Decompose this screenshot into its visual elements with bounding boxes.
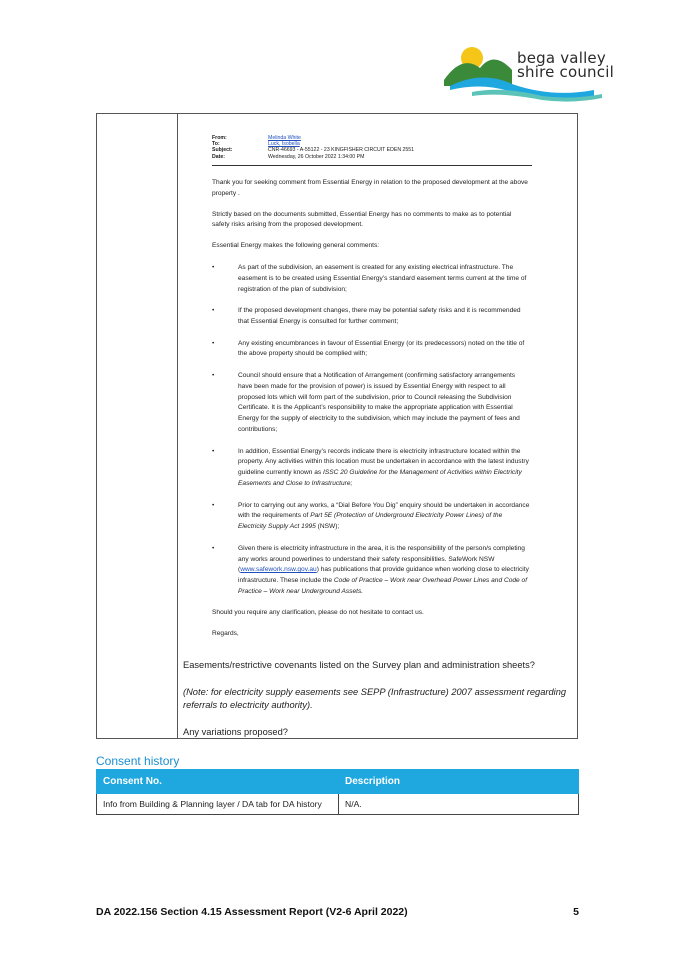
letter-body [212, 178, 530, 650]
to-value[interactable]: Luck, Isobella [268, 141, 300, 148]
subject-value: CNR-46693 - A-55122 - 23 KINGFISHER CIRCUIT EDEN 2551 [268, 147, 415, 154]
logo-text [517, 51, 614, 79]
easements-question: Easements/restrictive covenants listed on the Survey plan and administration sheets? [183, 660, 535, 670]
page-number: 5 [573, 906, 579, 918]
logo-line-1: bega valley [517, 49, 606, 67]
letter-paragraph: Thank you for seeking comment from Essential Energy in relation to the proposed development at the above property . [212, 179, 528, 197]
letter-paragraph: Essential Energy makes the following general comments: [212, 242, 380, 250]
to-label: To: [212, 141, 220, 148]
list-item: • Given there is electricity infrastructure in the area, it is the responsibility of the person/s completing any works around powerlines to understand their safety responsibilities. SafeWork NSW (www.safework.nsw.gov.au) has publications that provide guidance when working close to electricity infrastructure. These include the Code of Practice – Work near Overhead Power Lines and Code of Practice – Work near Underground Assets. [212, 544, 529, 595]
logo-line-2: shire council [517, 63, 614, 81]
list-item: • Prior to carrying out any works, a “Dial Before You Dig” enquiry should be undertaken in accordance with the requirements of Part 5E (Protection of Underground Electricity Power Lines) of the Electricity Supply Act 1995 (NSW); [212, 501, 530, 531]
safework-link[interactable]: www.safework.nsw.gov.au [240, 566, 317, 574]
table-cell: Info from Building & Planning layer / DA tab for DA history [97, 794, 339, 815]
list-item: • As part of the subdivision, an easement is created for any existing electrical infrastructure. The easement is to be created using Essential Energy’s standard easement terms current at the time of registration of the plan of subdivision; [212, 263, 527, 293]
date-value: Wednesday, 26 October 2022 1:34:00 PM [268, 153, 365, 160]
page-footer [96, 906, 579, 918]
email-header-rule [212, 165, 532, 166]
list-item: • Any existing encumbrances in favour of Essential Energy (or its predecessors) noted on the title of the above property should be complied with; [212, 339, 525, 358]
list-item: • In addition, Essential Energy’s records indicate there is electricity infrastructure located within the property. Any activities within this location must be undertaken in accordance with the latest industry guideline currently known as ISSC 20 Guideline for the Management of Activities within Electricity Easements and Close to Infrastructure; [212, 447, 529, 487]
subject-label: Subject: [212, 147, 233, 154]
easements-note: (Note: for electricity supply easements see SEPP (Infrastructure) 2007 assessment regarding referrals to electricity authority). [183, 687, 567, 710]
consent-history-table [96, 769, 579, 815]
email-header [212, 135, 542, 166]
letter-signoff: Regards, [212, 630, 239, 638]
footer-title: DA 2022.156 Section 4.15 Assessment Report (V2-6 April 2022) [96, 906, 408, 918]
date-label: Date: [212, 153, 225, 160]
from-label: From: [212, 135, 227, 141]
variations-question: Any variations proposed? [183, 727, 288, 737]
column-header-description: Description [339, 770, 579, 794]
frame-divider [177, 114, 178, 738]
list-item: • If the proposed development changes, there may be potential safety risks and it is recommended that Essential Energy is consulted for further comment; [212, 307, 521, 325]
from-value[interactable]: Melinda White [268, 135, 301, 141]
letter-paragraph: Strictly based on the documents submitted, Essential Energy has no comments to make as to potential safety risks arising from the proposed development. [212, 210, 512, 229]
list-item: • Council should ensure that a Notification of Arrangement (confirming satisfactory arrangements have been made for the provision of power) is issued by Essential Energy with respect to all proposed lots which will form part of the subdivision, prior to Council releasing the Subdivision Certificate. It is the Applicant’s responsibility to make the appropriate application with Essential Energy for the supply of electricity to the subdivision, which may include the payment of fees and contributions; [212, 371, 520, 433]
consent-history-heading: Consent history [96, 754, 180, 768]
table-row [97, 794, 579, 815]
table-cell: N/A. [339, 794, 579, 815]
letter-paragraph: Should you require any clarification, please do not hesitate to contact us. [212, 609, 424, 617]
column-header-consent-no: Consent No. [97, 770, 339, 794]
